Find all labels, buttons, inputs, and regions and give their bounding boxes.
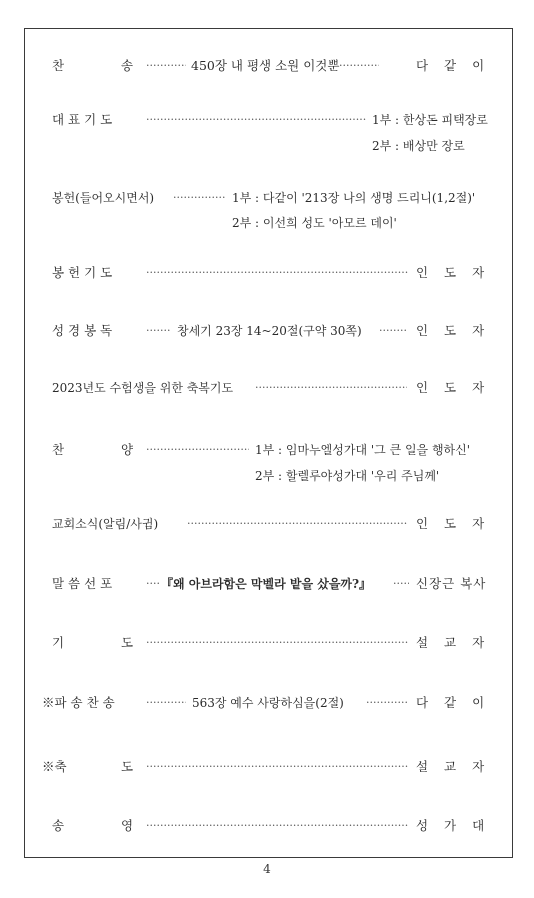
row-content-line2: 2부 : 할렐루야성가대 '우리 주님께' [255, 469, 440, 483]
page-number: 4 [263, 862, 271, 876]
leader-dots [339, 56, 379, 76]
row-label: ※파 송 찬 송 [42, 695, 115, 710]
row-content-line1: 1부 : 한상돈 피택장로 [372, 113, 488, 127]
row-content-line2: 2부 : 이선희 성도 '아모르 데이' [232, 216, 397, 230]
row-label: 봉헌(들어오시면서) [52, 191, 155, 205]
row-label: 찬 [52, 442, 65, 457]
row-label: 찬 [52, 58, 65, 73]
row-label: 기 [52, 635, 65, 650]
leader-dots [366, 693, 408, 713]
row-leader: 신장근 복사 [416, 576, 487, 591]
row-label: 도 [121, 759, 134, 774]
row-sermon [0, 574, 534, 594]
row-content-line1: 1부 : 다같이 '213장 나의 생명 드리니(1,2절)' [232, 191, 476, 205]
row-offering-prayer [0, 263, 534, 283]
row-label: 양 [121, 442, 134, 457]
row-leader: 인 도 자 [416, 380, 491, 395]
row-postlude [0, 816, 534, 836]
leader-dots [379, 321, 407, 341]
row-benediction [0, 757, 534, 777]
row-prayer [0, 110, 534, 130]
leader-dots [146, 757, 408, 777]
leader-dots [146, 440, 249, 460]
row-label: 말 씀 선 포 [52, 576, 113, 591]
row-content: 창세기 23장 14~20절(구약 30쪽) [177, 324, 362, 338]
row-content: 450장 내 평생 소원 이것뿐 [191, 58, 340, 73]
leader-dots [146, 263, 408, 283]
row-leader: 인 도 자 [416, 516, 491, 531]
row-offering-line2 [0, 213, 534, 233]
leader-dots [146, 110, 366, 130]
row-leader: 설 교 자 [416, 635, 491, 650]
row-student-prayer [0, 378, 534, 398]
leader-dots [146, 56, 186, 76]
leader-dots [173, 188, 225, 208]
row-label: 송 [52, 818, 65, 833]
leader-dots [146, 693, 186, 713]
row-leader: 성 가 대 [416, 818, 491, 833]
row-content-line2: 2부 : 배상만 장로 [372, 139, 465, 153]
row-leader: 인 도 자 [416, 265, 491, 280]
row-label: ※축 [42, 759, 67, 774]
row-label: 성 경 봉 독 [52, 323, 113, 338]
row-label: 봉 헌 기 도 [52, 265, 113, 280]
row-pastoral-prayer [0, 633, 534, 653]
row-label: 영 [121, 818, 134, 833]
row-news [0, 514, 534, 534]
leader-dots [146, 816, 408, 836]
sermon-title: 『왜 아브라함은 막벨라 밭을 샀을까?』 [161, 577, 372, 591]
row-choir-line2 [0, 466, 534, 486]
row-label: 송 [121, 58, 134, 73]
row-label: 교회소식(알림/사귐) [52, 517, 159, 531]
row-choir [0, 440, 534, 460]
row-leader: 설 교 자 [416, 759, 491, 774]
leader-dots [146, 574, 160, 594]
row-label: 대 표 기 도 [52, 112, 113, 127]
row-leader: 다 같 이 [416, 695, 491, 710]
row-scripture [0, 321, 534, 341]
row-content: 563장 예수 사랑하심을(2절) [192, 696, 344, 710]
leader-dots [146, 633, 408, 653]
row-prayer-line2 [0, 136, 534, 156]
row-sending-hymn [0, 693, 534, 713]
row-offering [0, 188, 534, 208]
leader-dots [187, 514, 407, 534]
row-leader: 인 도 자 [416, 323, 491, 338]
leader-dots [393, 574, 409, 594]
row-label: 2023년도 수험생을 위한 축복기도 [52, 381, 234, 395]
leader-dots [146, 321, 171, 341]
leader-dots [255, 378, 407, 398]
row-label: 도 [121, 635, 134, 650]
row-hymn [0, 56, 534, 76]
row-leader: 다 같 이 [416, 58, 491, 73]
row-content-line1: 1부 : 임마누엘성가대 '그 큰 일을 행하신' [255, 443, 471, 457]
